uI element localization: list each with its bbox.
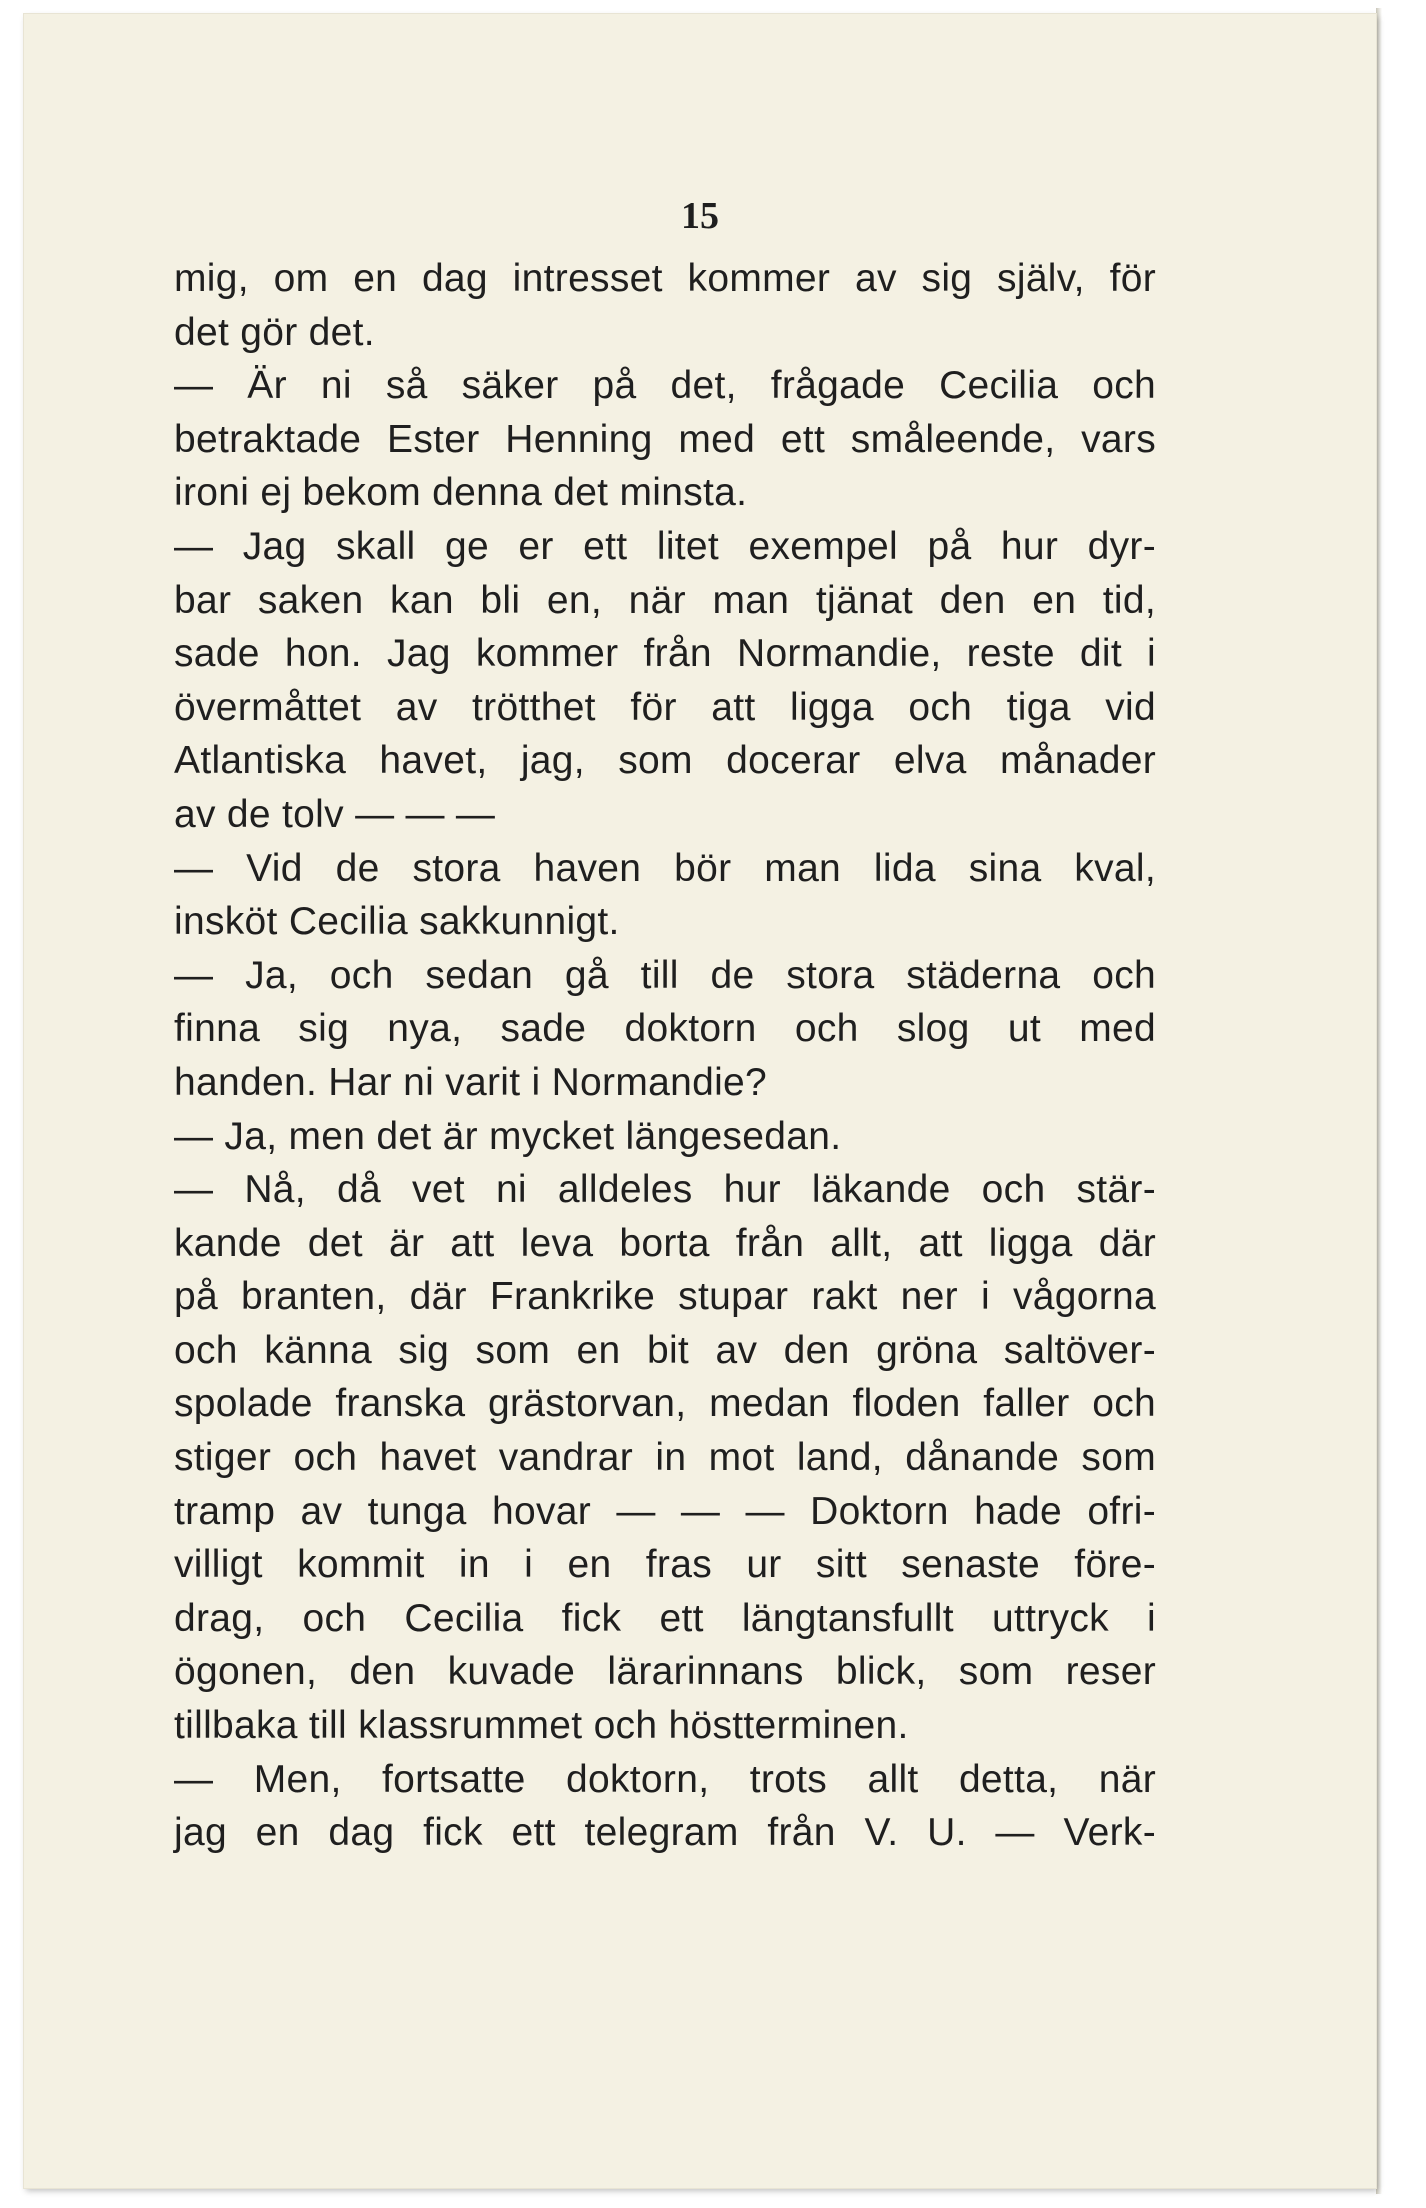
text-line: stiger och havet vandrar in mot land, dånande som [174,1436,1156,1480]
text-line: betraktade Ester Henning med ett småleende, vars [174,417,1156,461]
text-line: övermåttet av trötthet för att ligga och tiga vid [174,685,1156,729]
text-line: ögonen, den kuvade lärarinnans blick, som reser [174,1650,1156,1694]
text-line: — Ja, men det är mycket längesedan. [174,1114,842,1158]
text-line: jag en dag fick ett telegram från V. U. — Verk- [174,1811,1156,1855]
text-line: tramp av tunga hovar — — — Doktorn hade ofri- [174,1489,1156,1533]
text-line: spolade franska grästorvan, medan floden faller och [174,1382,1156,1426]
text-line: — Jag skall ge er ett litet exempel på hur dyr- [174,524,1156,568]
text-line: — Nå, då vet ni alldeles hur läkande och stär- [174,1168,1156,1212]
text-line: bar saken kan bli en, när man tjänat den en tid, [174,578,1156,622]
text-line: finna sig nya, sade doktorn och slog ut med [174,1007,1156,1051]
text-line: på branten, där Frankrike stupar rakt ner i vågorna [174,1275,1156,1319]
text-line: insköt Cecilia sakkunnigt. [174,900,620,944]
page-number: 15 [681,195,719,237]
text-line: — Vid de stora haven bör man lida sina kval, [174,846,1156,890]
text-line: — Är ni så säker på det, frågade Cecilia och [174,364,1156,408]
text-line: drag, och Cecilia fick ett längtansfullt uttryck i [174,1596,1156,1640]
text-line: villigt kommit in i en fras ur sitt senaste före- [174,1543,1156,1587]
text-line: Atlantiska havet, jag, som docerar elva månader [174,739,1156,783]
text-line: mig, om en dag intresset kommer av sig själv, för [174,257,1156,300]
text-line: ironi ej bekom denna det minsta. [174,471,748,515]
body-text [174,252,1156,1860]
text-line: — Ja, och sedan gå till de stora städerna och [174,953,1156,997]
text-line: kande det är att leva borta från allt, att ligga där [174,1221,1156,1265]
page-edge [1376,8,1382,2194]
text-line: sade hon. Jag kommer från Normandie, reste dit i [174,632,1156,676]
text-line: handen. Har ni varit i Normandie? [174,1060,768,1104]
book-page [24,14,1376,2188]
text-line: och känna sig som en bit av den gröna saltöver- [174,1328,1156,1372]
text-line: — Men, fortsatte doktorn, trots allt detta, när [174,1757,1156,1801]
text-line: av de tolv — — — [174,792,496,836]
text-line: det gör det. [174,310,375,354]
text-line: tillbaka till klassrummet och höstterminen. [174,1704,909,1748]
